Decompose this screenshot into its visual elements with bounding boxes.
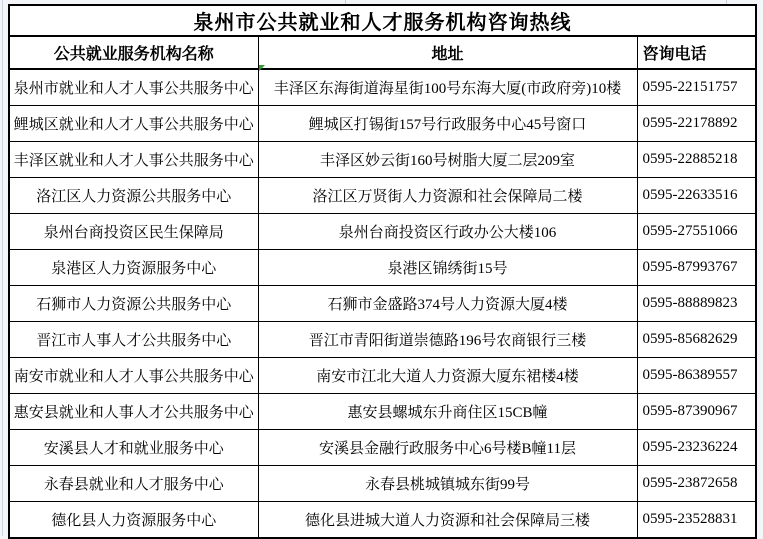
phone-cell: 0595-22178892 [637,106,756,142]
phone-cell: 0595-27551066 [637,214,756,250]
address-cell: 惠安县螺城东升商住区15CB幢 [258,394,637,430]
address-cell: 泉州台商投资区行政办公大楼106 [258,214,637,250]
phone-cell: 0595-88889823 [637,286,756,322]
org-name-cell: 晋江市人事人才公共服务中心 [9,322,258,358]
table-row [9,250,756,286]
header-row [9,36,756,69]
column-header-org-name: 公共就业服务机构名称 [9,36,258,69]
spreadsheet-gridline [2,0,3,536]
table-row [9,394,756,430]
title-row [9,5,756,36]
org-name-cell: 永春县就业和人才服务中心 [9,466,258,502]
table-row [9,502,756,539]
table-row [9,466,756,502]
phone-cell: 0595-22633516 [637,178,756,214]
address-cell: 丰泽区东海街道海星街100号东海大厦(市政府旁)10楼 [258,69,637,106]
org-name-cell: 安溪县人才和就业服务中心 [9,430,258,466]
org-name-cell: 南安市就业和人才人事公共服务中心 [9,358,258,394]
address-cell: 晋江市青阳街道崇德路196号农商银行三楼 [258,322,637,358]
address-cell: 安溪县金融行政服务中心6号楼B幢11层 [258,430,637,466]
phone-cell: 0595-23872658 [637,466,756,502]
phone-cell: 0595-23236224 [637,430,756,466]
address-cell: 永春县桃城镇城东街99号 [258,466,637,502]
address-cell: 鲤城区打锡街157号行政服务中心45号窗口 [258,106,637,142]
phone-cell: 0595-87993767 [637,250,756,286]
phone-cell: 0595-23528831 [637,502,756,539]
phone-cell: 0595-22885218 [637,142,756,178]
table-row [9,286,756,322]
org-name-cell: 惠安县就业和人事人才公共服务中心 [9,394,258,430]
org-name-cell: 泉港区人力资源服务中心 [9,250,258,286]
table-row [9,178,756,214]
org-name-cell: 石狮市人力资源公共服务中心 [9,286,258,322]
table-row [9,430,756,466]
column-header-phone: 咨询电话 [637,36,756,69]
org-name-cell: 丰泽区就业和人才人事公共服务中心 [9,142,258,178]
cell-error-indicator-icon [259,65,265,71]
table-row [9,358,756,394]
column-header-address: 地址 [258,36,637,69]
page-title: 泉州市公共就业和人才服务机构咨询热线 [9,5,756,36]
address-cell: 洛江区万贤街人力资源和社会保障局二楼 [258,178,637,214]
org-name-cell: 鲤城区就业和人才人事公共服务中心 [9,106,258,142]
table-row [9,142,756,178]
table-row [9,322,756,358]
phone-cell: 0595-85682629 [637,322,756,358]
table-row [9,69,756,106]
org-name-cell: 泉州市就业和人才人事公共服务中心 [9,69,258,106]
table-row [9,214,756,250]
address-cell: 南安市江北大道人力资源大厦东裙楼4楼 [258,358,637,394]
phone-cell: 0595-22151757 [637,69,756,106]
org-name-cell: 泉州台商投资区民生保障局 [9,214,258,250]
table-row [9,106,756,142]
phone-cell: 0595-86389557 [637,358,756,394]
hotline-table [8,4,757,539]
phone-cell: 0595-87390967 [637,394,756,430]
address-cell: 石狮市金盛路374号人力资源大厦4楼 [258,286,637,322]
address-cell: 丰泽区妙云街160号树脂大厦二层209室 [258,142,637,178]
org-name-cell: 洛江区人力资源公共服务中心 [9,178,258,214]
org-name-cell: 德化县人力资源服务中心 [9,502,258,539]
address-cell: 泉港区锦绣街15号 [258,250,637,286]
address-cell: 德化县进城大道人力资源和社会保障局三楼 [258,502,637,539]
